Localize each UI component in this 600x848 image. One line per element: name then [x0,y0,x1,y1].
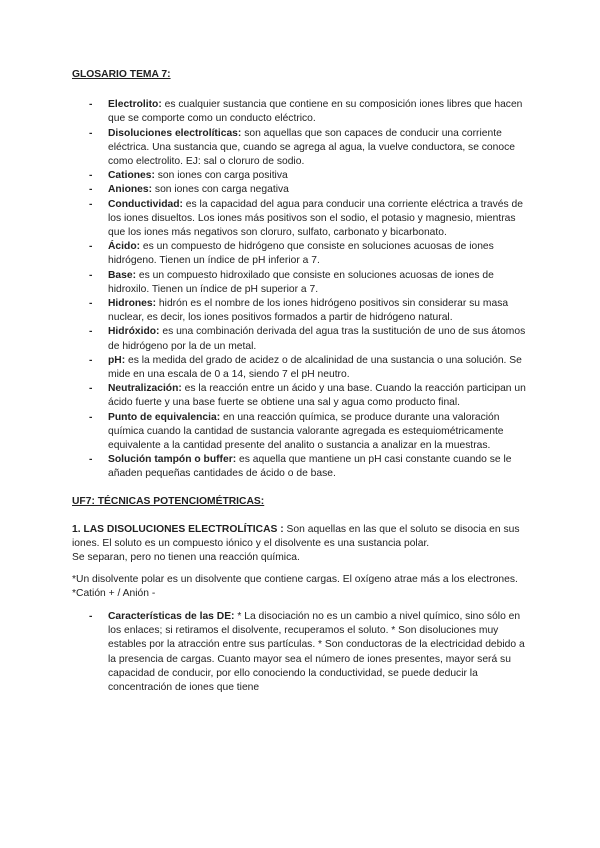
glossary-term: Solución tampón o buffer: [108,454,237,466]
glossary-item-ph [72,354,530,382]
glossary-item-aniones [72,183,530,197]
glossary-definition: es la capacidad del agua para conducir una corriente eléctrica a través de los iones disueltos. Los iones más positivos son el sodio, el potasio y magnesio, mientras que los iones más negativos son cloruro, sulfato, carbonato y bicarbonato. [108,198,523,239]
glossary-term: Base: [108,269,137,281]
glossary-definition: es un compuesto hidroxilado que consiste en soluciones acuosas de iones de hidroxilo. Tienen un índice de pH superior a 7. [108,269,494,295]
glossary-definition: es una combinación derivada del agua tras la sustitución de uno de sus átomos de hidrógeno por la de un metal. [108,326,526,352]
ions-note: *Catión + / Anión - [72,587,156,599]
bullet-dash: - [89,198,93,210]
glossary-definition: hidrón es el nombre de los iones hidrógeno positivos sin considerar su masa nuclear, es decir, los iones positivos formados a partir de hidrógeno natural. [108,298,509,324]
glossary-item-base [72,269,530,297]
polar-solvent-note: *Un disolvente polar es un disolvente que contiene cargas. El oxígeno atrae más a los electrones. [72,573,518,585]
bullet-dash: - [89,99,93,111]
characteristics-text: * La disociación no es un cambio a nivel químico, sino sólo en los enlaces; si retiramos el disolvente, recuperamos el soluto. * Son disoluciones muy estables por la atracción entre sus partículas. * Son conductoras de la electricidad debido a la presencia de cargas. Cuanto mayor sea el número de iones presentes, mayor será su capacidad de conducir, por ello conociendo la conductividad, se puede deducir la concentración de iones que tiene [108,610,525,693]
note-block [72,573,530,601]
glossary-term: Punto de equivalencia: [108,411,221,423]
bullet-dash: - [89,326,93,338]
glossary-term: Cationes: [108,170,155,182]
section-1-text: Son aquellas en las que el soluto se disocia en sus iones. El soluto es un compuesto iónico y el disolvente es una sustancia polar. [72,523,520,550]
uf7-title: UF7: TÉCNICAS POTENCIOMÉTRICAS: [72,495,265,507]
section-1-heading: 1. LAS DISOLUCIONES ELECTROLÍTICAS : [72,523,284,535]
bullet-dash: - [89,241,93,253]
characteristics-list [72,610,530,695]
glossary-definition: son iones con carga positiva [154,170,288,182]
bullet-dash: - [89,184,93,196]
glossary-definition: son aquellas que son capaces de conducir una corriente eléctrica. Una sustancia que, cuando se agrega al agua, la vuelve conductora, se conoce como electrolito. EJ: sal o cloruro de sodio. [108,127,515,168]
glossary-definition: es un compuesto de hidrógeno que consiste en soluciones acuosas de iones hidrógeno. Tienen un índice de pH inferior a 7. [108,241,494,267]
bullet-dash: - [89,170,93,182]
glossary-title: GLOSARIO TEMA 7: [72,69,171,80]
glossary-item-conductividad [72,198,530,241]
glossary-definition: son iones con carga negativa [152,184,289,196]
glossary-term: Conductividad: [108,198,183,210]
glossary-term: Neutralización: [108,383,182,395]
bullet-dash: - [89,127,93,139]
bullet-dash: - [89,354,93,366]
glossary-definition: es la medida del grado de acidez o de alcalinidad de una sustancia o una solución. Se mide en una escala de 0 a 14, siendo 7 el pH neutro. [108,354,522,381]
bullet-dash: - [89,610,93,622]
characteristics-term: Características de las DE: [108,610,235,622]
glossary-item-neutralizacion [72,382,530,410]
bullet-dash: - [89,411,93,423]
glossary-item-hidrones [72,297,530,325]
glossary-term: pH: [108,354,126,366]
glossary-definition: es aquella que mantiene un pH casi constante cuando se le añaden pequeñas cantidades de ácido o de base. [108,454,512,480]
glossary-term: Disoluciones electrolíticas: [108,127,242,139]
glossary-term: Hidróxido: [108,326,160,338]
glossary-item-solucion-tampon [72,453,530,481]
glossary-item-electrolito [72,98,530,126]
glossary-definition: es la reacción entre un ácido y una base. Cuando la reacción participan un ácido fuerte y una base fuerte se obtiene una sal y agua como producto final. [108,383,526,409]
glossary-definition: es cualquier sustancia que contiene en su composición iones libres que hacen que se comporte como un conducto eléctrico. [108,99,523,125]
glossary-item-cationes [72,169,530,183]
glossary-term: Ácido: [108,241,141,253]
glossary-item-disoluciones [72,127,530,170]
bullet-dash: - [89,298,93,310]
glossary-definition: en una reacción química, se produce durante una valoración química cuando la cantidad de sustancia valorante agregada es estequiométricamente equivalente a la cantidad presente del analito o sustancia a analizar en la muestras. [108,411,504,452]
section-1-text-2: Se separan, pero no tienen una reacción química. [72,552,300,564]
glossary-item-hidroxido [72,325,530,353]
glossary-term: Aniones: [108,184,153,196]
glossary-item-punto-equivalencia [72,411,530,454]
bullet-dash: - [89,269,93,281]
document-page [72,68,530,695]
glossary-term: Electrolito: [108,99,162,111]
glossary-term: Hidrones: [108,298,157,310]
glossary-item-acido [72,240,530,268]
bullet-dash: - [89,454,93,466]
characteristics-item [72,610,530,695]
bullet-dash: - [89,383,93,395]
glossary-list [72,98,530,481]
section-1-intro [72,523,530,566]
